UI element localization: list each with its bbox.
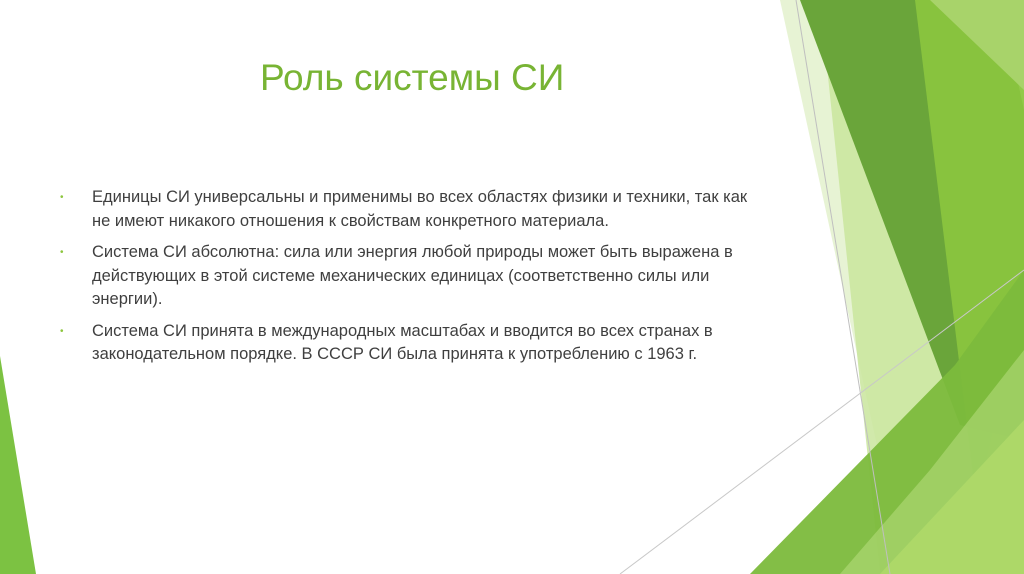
slide-title: Роль системы СИ [260,57,565,98]
bullet-item [60,320,760,367]
bullet-marker: • [60,325,64,337]
bullet-text: Система СИ абсолютна: сила или энергия любой природы может быть выражена в действующих в этой системе механических единицах (соответственно силы или энергии). [92,243,733,308]
bullet-item [60,241,760,312]
bullet-text: Единицы СИ универсальны и применимы во всех областях физики и техники, так как не имеют никакого отношения к свойствам конкретного материала. [92,188,748,230]
bullet-text: Система СИ принята в международных масштабах и вводится во всех странах в законодательном порядке. В СССР СИ была принята к употреблению с 1963 г. [92,321,713,363]
bullet-list [60,186,760,375]
left-green-stripe [0,356,36,574]
bullet-marker: • [60,192,64,203]
bullet-marker: • [60,247,64,258]
bullet-item [60,186,760,233]
